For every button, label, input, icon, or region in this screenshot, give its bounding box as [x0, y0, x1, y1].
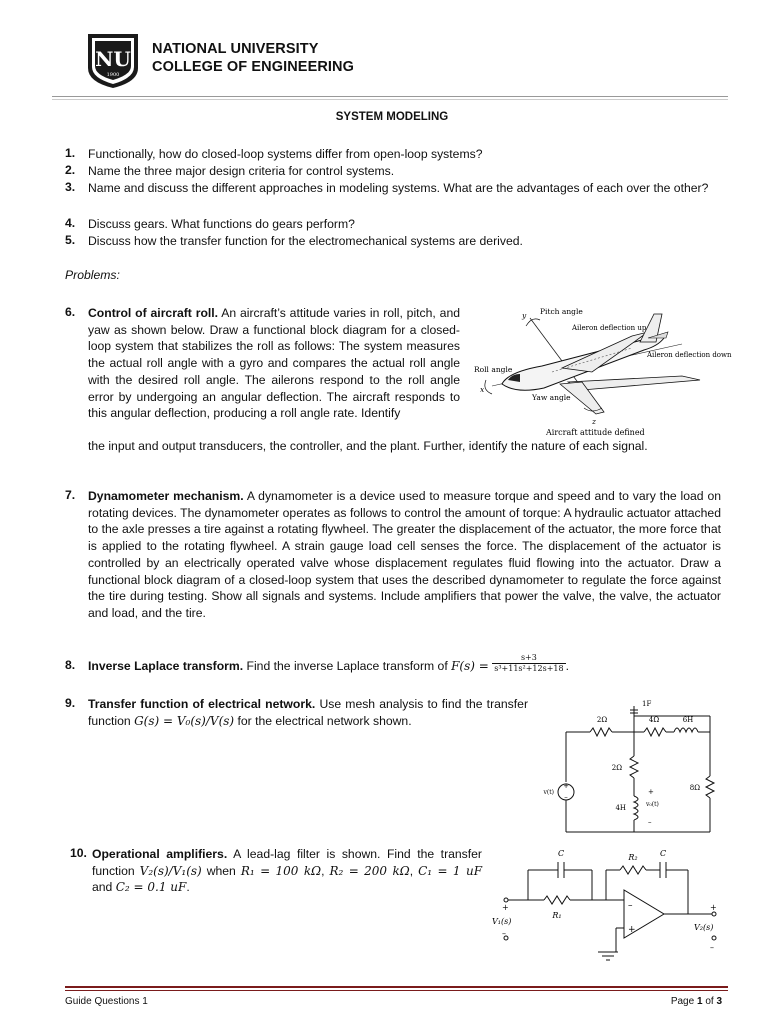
- problem-8-text: [88, 653, 728, 675]
- fraction-denominator: s³+11s²+12s+18: [494, 664, 564, 674]
- axis-x-label: x: [480, 385, 485, 394]
- input-minus: –: [502, 929, 506, 938]
- lead-lag-filter-figure: [488, 842, 728, 976]
- inductor-6h-label: 6H: [682, 716, 694, 724]
- r1-label: R₁: [552, 911, 562, 920]
- v1-label: V₁(s): [492, 917, 512, 926]
- problem-number: 10.: [70, 846, 87, 860]
- source-minus: –: [564, 793, 568, 801]
- output-minus: –: [648, 818, 652, 826]
- pitch-angle-label: Pitch angle: [540, 307, 583, 316]
- problem-8-end: .: [565, 659, 569, 673]
- problem-6-text-cont: the input and output transducers, the controller, and the plant. Further, identify the nature of each signal.: [88, 439, 648, 453]
- input-plus: +: [502, 903, 509, 912]
- document-title: SYSTEM MODELING: [335, 111, 449, 123]
- resistor-8ohm-label: 8Ω: [689, 784, 700, 792]
- problem-7-body: A dynamometer is a device used to measure torque and speed and to vary the load on rotating devices. The dynamometer operates as follows to control the amount of torque: A hydraulic actuator attached to the axle presses a tire against a rotating flywheel. The greater the displacement of the actuator, the more force that is applied to the rotating flywheel. A strain gauge load cell senses the force. The displacement of the actuator is controlled by an electrically operated valve whose displacement regulates fluid flowing into the actuator. Draw a functional block diagram of a closed-loop system that uses the described dynamometer to regulate the force against the tire during testing. Show all signals and systems. Include amplifiers that power the valve, the valve, the actuator and load, and the tire.: [88, 489, 721, 620]
- r1-value: R₁ = 100 kΩ: [240, 863, 322, 878]
- r2-value: R₂ = 200 kΩ: [329, 863, 410, 878]
- electrical-network-figure: [530, 700, 730, 838]
- output-minus: –: [710, 943, 714, 952]
- problem-6-text: [88, 305, 460, 422]
- problem-6-body: An aircraft’s attitude varies in roll, pitch, and yaw as shown below. Draw a functional block diagram for a closed-loop system that stabilizes the roll as follows: The system measures the actual roll angle with a gyro and compares the actual roll angle with the desired roll angle. The ailerons respond to the roll angle error by undergoing an angular deflection. The aircraft responds to this angular deflection, producing a roll angle rate. Identify: [88, 306, 460, 421]
- question-number: 4.: [65, 216, 76, 230]
- problem-10-and: and: [92, 880, 113, 895]
- capacitor-label: 1F: [642, 700, 652, 708]
- logo-year: 1900: [106, 72, 120, 78]
- problem-9-text: [88, 696, 528, 729]
- inductor-4h-label: 4H: [615, 804, 626, 812]
- problem-10-text: Operational amplifiers. A lead-lag filter is shown. Find the transfer function V₂(s)/V₁(s) when R₁ = 100 kΩ, R₂ = 200 kΩ, C₁ = 1 uF and C₂ = 0.1 uF.: [92, 847, 483, 895]
- page-of: of: [705, 996, 714, 1007]
- opamp-plus: +: [628, 925, 636, 935]
- c-left-label: C: [557, 849, 565, 858]
- question-number: 2.: [65, 163, 76, 177]
- university-line2: COLLEGE OF ENGINEERING: [152, 59, 354, 75]
- university-line1: NATIONAL UNIVERSITY: [152, 41, 319, 57]
- header-divider-thin: [52, 99, 728, 100]
- page-prefix: Page: [670, 996, 695, 1007]
- problem-10-title: Operational amplifiers.: [92, 847, 228, 861]
- output-plus: +: [648, 788, 654, 796]
- output-voltage-label: v₀(t): [646, 801, 659, 808]
- problem-7-text: [88, 488, 721, 622]
- question-number: 1.: [65, 146, 76, 160]
- question-text: Functionally, how do closed-loop systems differ from open-loop systems?: [88, 147, 483, 161]
- problem-7-title: Dynamometer mechanism.: [88, 489, 244, 503]
- problem-8-title: Inverse Laplace transform.: [88, 659, 244, 673]
- c1-value: C₁ = 1 uF: [418, 863, 483, 878]
- logo-letters: NU: [95, 47, 131, 71]
- question-number: 3.: [65, 180, 76, 194]
- question-text: Discuss gears. What functions do gears perform?: [88, 217, 355, 231]
- footer-doc-label: Guide Questions 1: [65, 996, 148, 1007]
- problem-10-body: A lead-lag filter is shown. Find the transfer function: [92, 847, 482, 878]
- output-plus: +: [710, 903, 717, 912]
- question-text: Name the three major design criteria for control systems.: [88, 164, 395, 178]
- page-current: 1: [696, 996, 703, 1007]
- axis-z-label: z: [592, 417, 596, 426]
- problem-9-body-end: for the electrical network shown.: [237, 713, 412, 728]
- aircraft-attitude-figure: [472, 302, 732, 440]
- c2-value: C₂ = 0.1 uF: [115, 880, 187, 895]
- problem-8-lhs: F(s) =: [451, 659, 489, 673]
- problem-10-expr: V₂(s)/V₁(s): [139, 863, 202, 878]
- problem-9-expr: G(s) = V₀(s)/V(s): [134, 713, 235, 728]
- problems-label: Problems:: [65, 268, 120, 282]
- roll-angle-label: Roll angle: [474, 365, 513, 374]
- aileron-up-label: Aileron deflection up: [572, 324, 647, 332]
- yaw-angle-label: Yaw angle: [532, 393, 571, 402]
- problem-9-title: Transfer function of electrical network.: [88, 697, 316, 711]
- fraction-numerator: s+3: [492, 653, 565, 664]
- page-total: 3: [716, 996, 722, 1007]
- c-right-label: C: [659, 849, 667, 858]
- problem-8-body: Find the inverse Laplace transform of: [246, 659, 448, 673]
- resistor-4ohm-label: 4Ω: [648, 716, 660, 724]
- problem-number: 7.: [65, 488, 76, 502]
- problem-6-title: Control of aircraft roll.: [88, 306, 219, 320]
- figure-caption: Aircraft attitude defined: [546, 428, 645, 437]
- r2-label: R₂: [628, 853, 638, 862]
- problem-9-body: Use mesh analysis to find the transfer function: [88, 697, 529, 728]
- opamp-minus: –: [628, 901, 633, 911]
- aileron-down-label: Aileron deflection down: [647, 351, 732, 359]
- axis-y-label: y: [522, 311, 527, 320]
- footer-divider: [65, 986, 728, 988]
- question-number: 5.: [65, 233, 76, 247]
- problem-number: 6.: [65, 305, 76, 319]
- resistor-2ohm-middle-label: 2Ω: [611, 764, 622, 772]
- source-plus: +: [563, 782, 569, 790]
- footer-divider-thin: [65, 990, 728, 991]
- header-divider: [52, 96, 728, 97]
- problem-number: 8.: [65, 658, 76, 672]
- university-name: [152, 40, 354, 76]
- v2-label: V₂(s): [694, 923, 714, 932]
- problem-10-when: when: [206, 863, 236, 878]
- university-logo: [82, 28, 144, 90]
- resistor-2ohm-label: 2Ω: [596, 716, 608, 724]
- question-text: Name and discuss the different approaches in modeling systems. What are the advantages of each over the other?: [88, 181, 709, 195]
- footer-page-number: [671, 996, 722, 1007]
- fraction: [492, 653, 565, 674]
- problem-number: 9.: [65, 696, 76, 710]
- question-text: Discuss how the transfer function for the electromechanical systems are derived.: [88, 234, 523, 248]
- voltage-source-label: v(t): [543, 789, 554, 796]
